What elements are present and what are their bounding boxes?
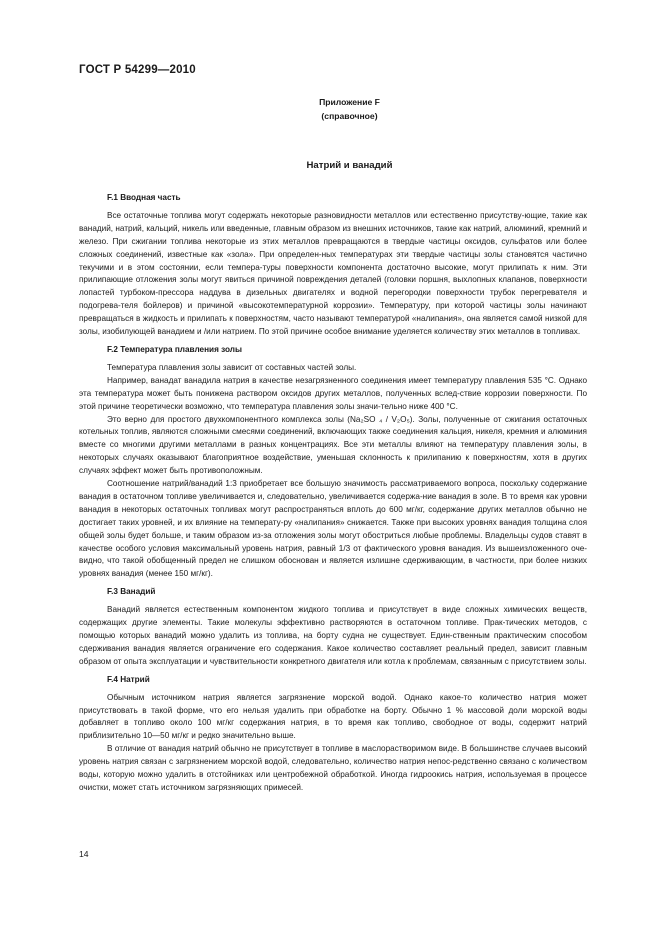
section-heading: F.1 Вводная часть bbox=[107, 193, 181, 202]
annex-heading: Натрий и ванадий bbox=[306, 160, 393, 171]
paragraph: Это верно для простого двухкомпонентного комплекса золы (Na₂SO ₄ / V₂O₅). Золы, полученные от сжигания остаточных котельных топлив, являются сложными смесями соединений, включающих также соединения кальция, никеля, кремния и алюминия вместе со многими другими металлами в разных концентрациях. Все эти металлы влияют на температуру плавления золы, в некоторых случаях оказывают благоприятное воздействие, уменьшая склонность к прилипанию к поверхностям, хотя в других случаях эффект может быть противоположным. bbox=[79, 414, 587, 476]
annex-type: (справочное) bbox=[321, 111, 378, 121]
paragraph: Все остаточные топлива могут содержать некоторые разновидности металлов или естественно присутству-ющие, такие как ванадий, натрий, кальций, никель или введенные, главным образом из внешних источников, такие как натрий, алюминий, кремний и железо. При сжигании топлива некоторые из этих металлов превращаются в твердые частицы оксидов, сульфатов или более сложных соединений, известные как «зола». При определен-ных температурах эти твердые частицы золы становятся частично текучими и в этом состоянии, если темпера-туры поверхности компонента достаточно высокие, могут прилипать к ним. Эти прилипающие отложения золы могут явиться причиной повреждения деталей (головки поршня, выхлопных клапанов, поверхности лопастей турбоком-прессора наддува в дизельных двигателях и водной перегородки поверхности трубок перегревателя и подогрева-теля бойлеров) и причиной «высокотемпературной коррозии». Температуру, при которой частицы золы начинают превращаться в жидкость и прилипать к поверхностям, часто называют температурой «налипания», она является самой низкой для золы, изобилующей ванадием и /или натрием. По этой причине особое внимание уделяется количеству этих металлов в топливах. bbox=[79, 210, 587, 337]
paragraph: Например, ванадат ванадила натрия в качестве незагрязненного соединения имеет температуру плавления 535 °C. Однако эта температура может быть понижена раствором оксидов других металлов, полученных вслед-ствие коррозии поверхности. По этой причине теоретически возможно, что температура плавления золы значи-тельно ниже 400 °C. bbox=[79, 375, 587, 411]
section-heading: F.3 Ванадий bbox=[107, 587, 156, 597]
document-header-code: ГОСТ Р 54299—2010 bbox=[79, 64, 196, 76]
annex-label bbox=[0, 95, 661, 123]
section-heading: F.2 Температура плавления золы bbox=[107, 344, 242, 354]
document-body bbox=[79, 192, 587, 795]
paragraph: Обычным источником натрия является загрязнение морской водой. Однако какое-то количество натрия может присутствовать в такой форме, что его нельзя удалить при обработке на борту. Обычно 1 % массовой доли морской воды добавляет в топливо около 100 мг/кг содержания натрия, в то время как топливо, свободное от воды, содержит натрий приблизительно 10—50 мг/кг и редко значительно выше. bbox=[79, 692, 587, 741]
paragraph: Температура плавления золы зависит от составных частей золы. bbox=[107, 362, 357, 372]
section-heading: F.4 Натрий bbox=[107, 674, 150, 684]
annex-title: Приложение F bbox=[319, 97, 380, 107]
paragraph: Ванадий является естественным компонентом жидкого топлива и присутствует в виде сложных химических веществ, содержащих другие элементы. Такие молекулы эффективно растворяются в остаточном топливе. Прак-тических методов, с помощью которых ванадий можно удалить из топлива, на борту судна не существует. Един-ственным практическим способом сдерживания ванадия является ограничение его содержания. Какое количество составляет реальный предел, зависит главным образом от опыта эксплуатации и чувствительности конкретного двигателя или котла к проблемам, связанным с присутствием золы. bbox=[79, 605, 587, 666]
paragraph: Соотношение натрий/ванадий 1:3 приобретает все большую значимость рассматриваемого вопроса, поскольку содержание ванадия в остаточном топливе увеличивается и, следовательно, увеличивается содержа-ние ванадия в золе. В то время как уровни ванадия в некоторых остаточных топливах могут распространяться вплоть до 600 мг/кг, содержание других металлов обычно не достигает таких уровней, и их влияние на температу-ру «налипания» снижается. Также при высоких уровнях ванадия толщина слоя общей золы будет больше, и таким образом из-за отложения золы могут обостриться любые проблемы. Владельцы судов ставят в качестве особого условия максимальный уровень натрия, равный 1/3 от фактического уровня ванадия. Из вышеизложенного оче-видно, что такой обобщенный предел не слишком обоснован и является излишне сдерживающим, в частности, при более низких уровнях ванадия (менее 150 мг/кг). bbox=[79, 479, 587, 579]
page-number: 14 bbox=[79, 849, 89, 859]
paragraph: В отличие от ванадия натрий обычно не присутствует в топливе в маслорастворимом виде. В большинстве случаев высокий уровень натрия связан с загрязнением морской водой, следовательно, количество натрия непос-редственно связано с количеством воды, которую можно удалить в отстойниках или центробежной обработкой. Иногда гидроокись натрия, используемая в процессе очистки, может стать источником загрязняющих примесей. bbox=[79, 744, 587, 792]
